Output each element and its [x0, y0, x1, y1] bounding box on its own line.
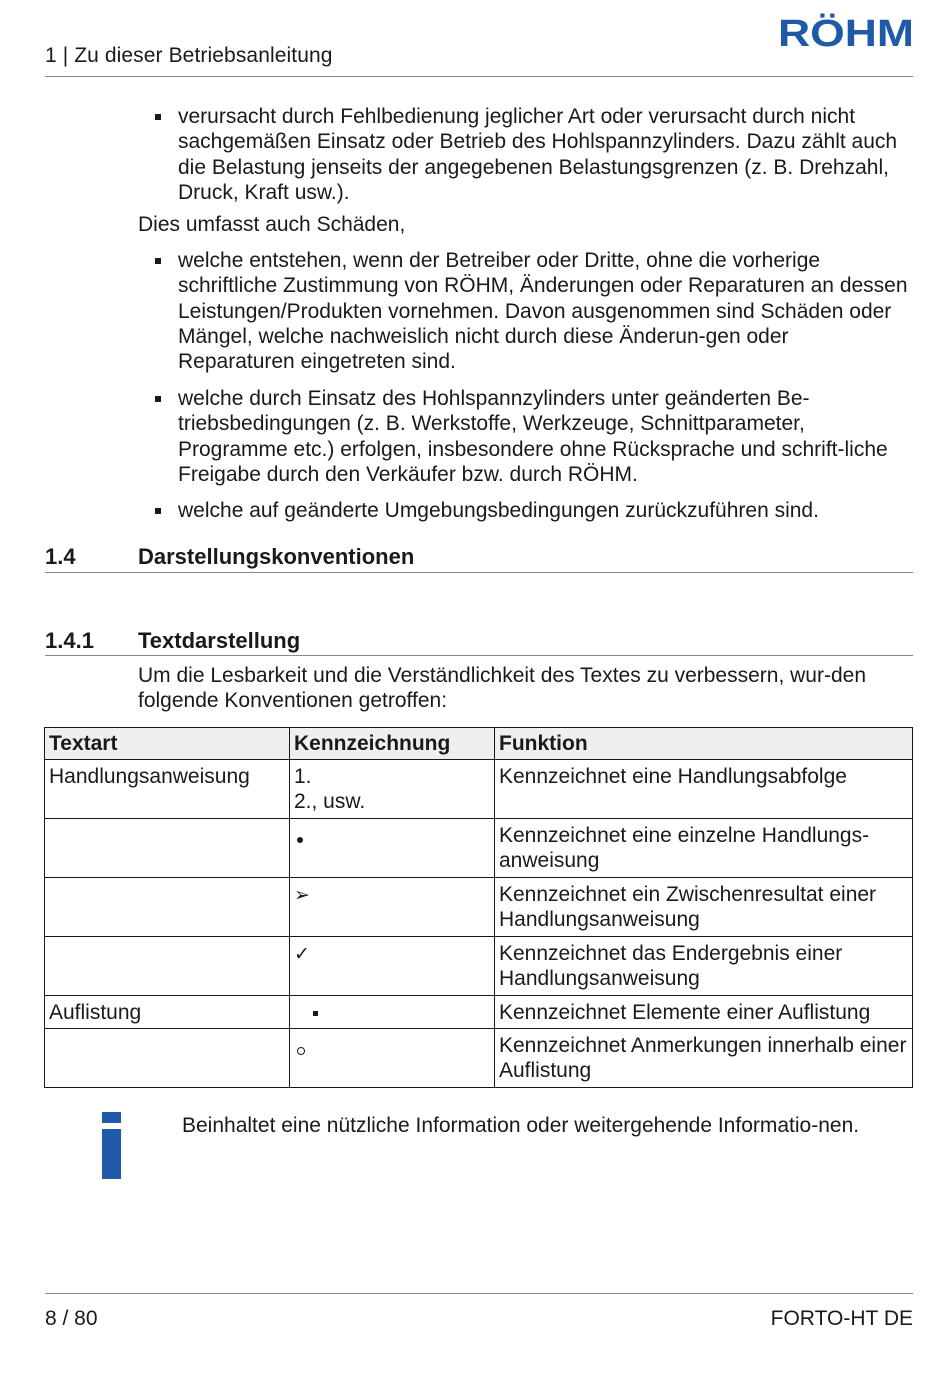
- textart-cell: [45, 819, 290, 878]
- bullet-marker: [155, 508, 161, 514]
- roehm-logo: [778, 12, 914, 52]
- document-id: FORTO-HT DE: [770, 1307, 913, 1330]
- textart-cell: Handlungsanweisung: [45, 760, 290, 819]
- subsection-heading: Textdarstellung: [138, 628, 301, 653]
- table-row: [45, 819, 913, 878]
- funktion-cell: Kennzeichnet Anmerkungen innerhalb einer Auflistung: [495, 1029, 913, 1088]
- arrowhead-icon: ➢: [294, 884, 310, 906]
- textart-cell: [45, 1029, 290, 1088]
- table-row: [45, 1029, 913, 1088]
- includes-paragraph: Dies umfasst auch Schäden,: [138, 213, 406, 236]
- bullet-marker: [155, 396, 161, 402]
- textart-cell: [45, 937, 290, 996]
- subsection-rule: [45, 655, 913, 656]
- column-header: Kennzeichnung: [290, 728, 495, 760]
- footer-rule: [45, 1293, 913, 1294]
- table-row: [45, 937, 913, 996]
- kennzeichnung-cell: [290, 937, 495, 996]
- list-item: welche auf geänderte Umgebungsbedingungen zurückzuführen sind.: [178, 499, 819, 522]
- kennzeichnung-cell: 1. 2., usw.: [290, 760, 495, 819]
- column-header: Textart: [45, 728, 290, 760]
- square-bullet-icon: [313, 1011, 318, 1016]
- table-row: [45, 760, 913, 819]
- checkmark-icon: ✓: [294, 943, 310, 965]
- section-rule: [45, 572, 913, 573]
- info-icon: [102, 1112, 121, 1179]
- table-row: [45, 996, 913, 1029]
- kennzeichnung-cell: [290, 996, 495, 1029]
- dot-bullet-icon: [297, 837, 303, 843]
- page-number: 8 / 80: [45, 1307, 98, 1330]
- funktion-cell: Kennzeichnet eine einzelne Handlungs-anweisung: [495, 819, 913, 878]
- bullet-marker: [155, 114, 161, 120]
- table-row: [45, 878, 913, 937]
- textart-cell: [45, 878, 290, 937]
- bullet-marker: [155, 258, 161, 264]
- funktion-cell: Kennzeichnet eine Handlungsabfolge: [495, 760, 913, 819]
- funktion-cell: Kennzeichnet das Endergebnis einer Handlungsanweisung: [495, 937, 913, 996]
- column-header: Funktion: [495, 728, 913, 760]
- logo-text: RÖHM: [778, 13, 895, 52]
- list-item: welche durch Einsatz des Hohlspannzylinders unter geänderten Be-triebsbedingungen (z. B. Werkstoffe, Werkzeuge, Schnittparameter, Programme etc.) erfolgen, insbesondere ohne Rücksprache und schrift-liche Freigabe durch den Verkäufer bzw. durch RÖHM.: [178, 387, 888, 486]
- circle-bullet-icon: [297, 1047, 305, 1055]
- running-header: 1 | Zu dieser Betriebsanleitung: [45, 44, 333, 67]
- funktion-cell: Kennzeichnet Elemente einer Auflistung: [495, 996, 913, 1029]
- section-number: 1.4: [45, 544, 76, 569]
- list-item: verursacht durch Fehlbedienung jeglicher Art oder verursacht durch nicht sachgemäßen Einsatz oder Betrieb des Hohlspannzylinders. Dazu zählt auch die Belastung jenseits der angegebenen Belastungsgrenzen (z. B. Drehzahl, Druck, Kraft usw.).: [178, 105, 898, 204]
- info-text: Beinhaltet eine nützliche Information oder weitergehende Informatio-nen.: [182, 1114, 860, 1137]
- conventions-table: [44, 727, 913, 1088]
- funktion-cell: Kennzeichnet ein Zwischenresultat einer Handlungsanweisung: [495, 878, 913, 937]
- subsection-intro: Um die Lesbarkeit und die Verständlichkeit des Textes zu verbessern, wur-den folgende Konventionen getroffen:: [138, 664, 866, 713]
- kennzeichnung-cell: [290, 878, 495, 937]
- kennzeichnung-cell: [290, 819, 495, 878]
- header-rule: [45, 76, 913, 77]
- textart-cell: Auflistung: [45, 996, 290, 1029]
- list-item: welche entstehen, wenn der Betreiber oder Dritte, ohne die vorherige schriftliche Zustimmung von RÖHM, Änderungen oder Reparaturen an dessen Leistungen/Produkten vornehmen. Davon ausgenommen sind Schäden oder Mängel, welche nachweislich nicht durch diese Änderun-gen oder Reparaturen eingetreten sind.: [178, 249, 908, 374]
- kennzeichnung-cell: [290, 1029, 495, 1088]
- table-header-row: [45, 728, 913, 760]
- section-heading: Darstellungskonventionen: [138, 544, 415, 569]
- subsection-number: 1.4.1: [45, 628, 94, 653]
